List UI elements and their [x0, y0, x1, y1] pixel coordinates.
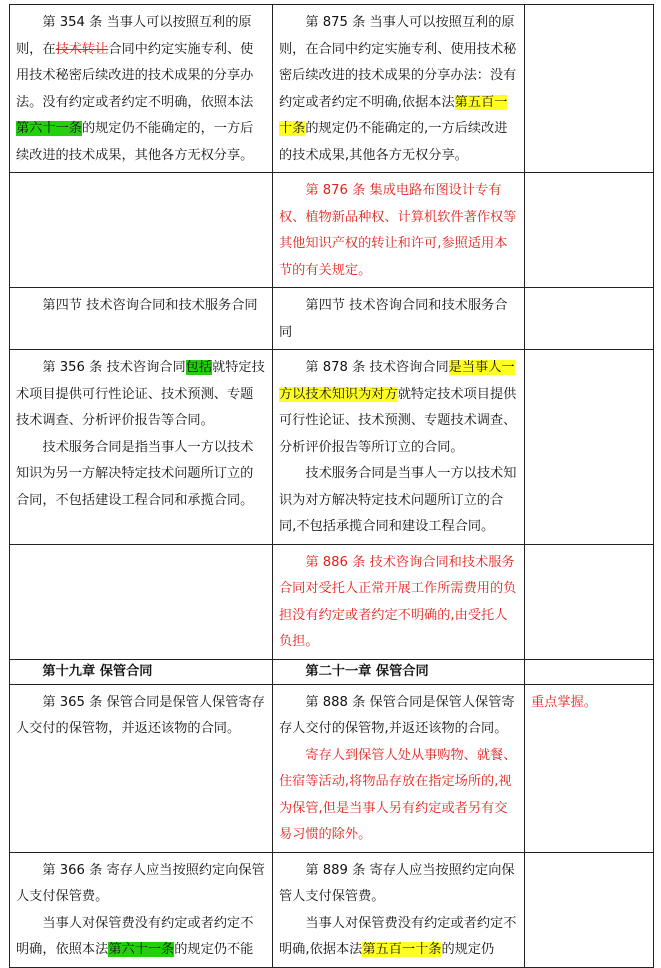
old-law-cell [10, 659, 273, 684]
new-law-cell [273, 5, 525, 173]
article-text: 第 878 条 技术咨询合同是当事人一方以技术知识为对方就特定技术项目提供可行性论证、技术预测、专题技术调查、分析评价报告等所订立的合同。 [279, 360, 517, 455]
table-row [10, 544, 654, 659]
table-row [10, 350, 654, 545]
deleted-text: 技术转让 [55, 41, 109, 57]
article-text: 技术服务合同是指当事人一方以技术知识为另一方解决特定技术问题所订立的合同，不包括建设工程合同和承揽合同。 [16, 439, 254, 508]
article-text: 第 875 条 当事人可以按照互利的原则，在合同中约定实施专利、使用技术秘密后续改进的技术成果的分享办法：没有约定或者约定不明确,依据本法第五百一十条的规定仍不能确定的,一方后续改进的技术成果,其他各方无权分享。 [279, 15, 517, 163]
highlighted-reference: 第六十一条 [108, 942, 175, 957]
table-row [10, 659, 654, 684]
article-text: 当事人对保管费没有约定或者约定不明确,依据本法第五百一十条的规定仍 [279, 915, 517, 957]
old-law-cell [10, 288, 273, 350]
old-law-cell [10, 544, 273, 659]
new-law-cell [273, 659, 525, 684]
new-law-cell [273, 288, 525, 350]
table-row [10, 173, 654, 288]
highlighted-text: 是当事人一方以技术知识为对方 [279, 360, 515, 402]
new-law-cell [273, 350, 525, 545]
highlighted-text: 包括 [185, 360, 213, 375]
new-law-cell [273, 544, 525, 659]
table-row [10, 5, 654, 173]
old-law-cell [10, 350, 273, 545]
chapter-title: 第二十一章 保管合同 [305, 663, 429, 679]
note-cell [525, 5, 654, 173]
note-cell [525, 350, 654, 545]
article-text: 第 365 条 保管合同是保管人保管寄存人交付的保管物，并返还该物的合同。 [16, 694, 265, 736]
chapter-title: 第十九章 保管合同 [42, 663, 153, 679]
comparison-table [9, 4, 654, 968]
note-cell [525, 852, 654, 967]
note-cell [525, 659, 654, 684]
section-title: 第四节 技术咨询合同和技术服务合同 [42, 298, 258, 313]
new-law-cell [273, 173, 525, 288]
new-article-text: 第 886 条 技术咨询合同和技术服务合同对受托人正常开展工作所需费用的负担没有约定或者约定不明确的,由受托人负担。 [279, 554, 517, 649]
new-law-cell [273, 684, 525, 852]
key-point-note: 重点掌握。 [531, 694, 597, 710]
article-text: 当事人对保管费没有约定或者约定不明确，依照本法第六十一条的规定仍不能 [16, 915, 254, 957]
note-cell [525, 288, 654, 350]
old-law-cell [10, 684, 273, 852]
new-paragraph-text: 寄存人到保管人处从事购物、就餐、住宿等活动,将物品存放在指定场所的,视为保管,但是当事人另有约定或者另有交易习惯的除外。 [279, 747, 517, 842]
article-text: 第 366 条 寄存人应当按照约定向保管人支付保管费。 [16, 862, 265, 904]
old-law-cell [10, 173, 273, 288]
article-text: 第 356 条 技术咨询合同包括就特定技术项目提供可行性论证、技术预测、专题技术调查、分析评价报告等合同。 [16, 360, 265, 428]
article-text: 第 888 条 保管合同是保管人保管寄存人交付的保管物,并返还该物的合同。 [279, 694, 515, 736]
note-cell [525, 173, 654, 288]
old-law-cell [10, 5, 273, 173]
old-law-cell [10, 852, 273, 967]
highlighted-reference: 第五百一十条 [362, 942, 442, 957]
note-cell [525, 544, 654, 659]
article-text: 技术服务合同是当事人一方以技术知识为对方解决特定技术问题所订立的合同,不包括承揽合同和建设工程合同。 [279, 466, 517, 534]
new-law-cell [273, 852, 525, 967]
article-text: 第 889 条 寄存人应当按照约定向保管人支付保管费。 [279, 862, 515, 904]
table-row [10, 288, 654, 350]
section-title: 第四节 技术咨询合同和技术服务合同 [279, 298, 508, 340]
table-row [10, 852, 654, 967]
article-text: 第 354 条 当事人可以按照互利的原则，在技术转让合同中约定实施专利、使用技术秘密后续改进的技术成果的分享办法。没有约定或者约定不明确，依照本法第六十一条的规定仍不能确定的，一方后续改进的技术成果，其他各方无权分享。 [16, 15, 254, 163]
note-cell [525, 684, 654, 852]
highlighted-reference: 第五百一十条 [279, 94, 508, 136]
highlighted-reference: 第六十一条 [16, 121, 82, 136]
table-row [10, 684, 654, 852]
new-article-text: 第 876 条 集成电路布图设计专有权、植物新品种权、计算机软件著作权等其他知识产权的转让和许可,参照适用本节的有关规定。 [279, 183, 517, 278]
